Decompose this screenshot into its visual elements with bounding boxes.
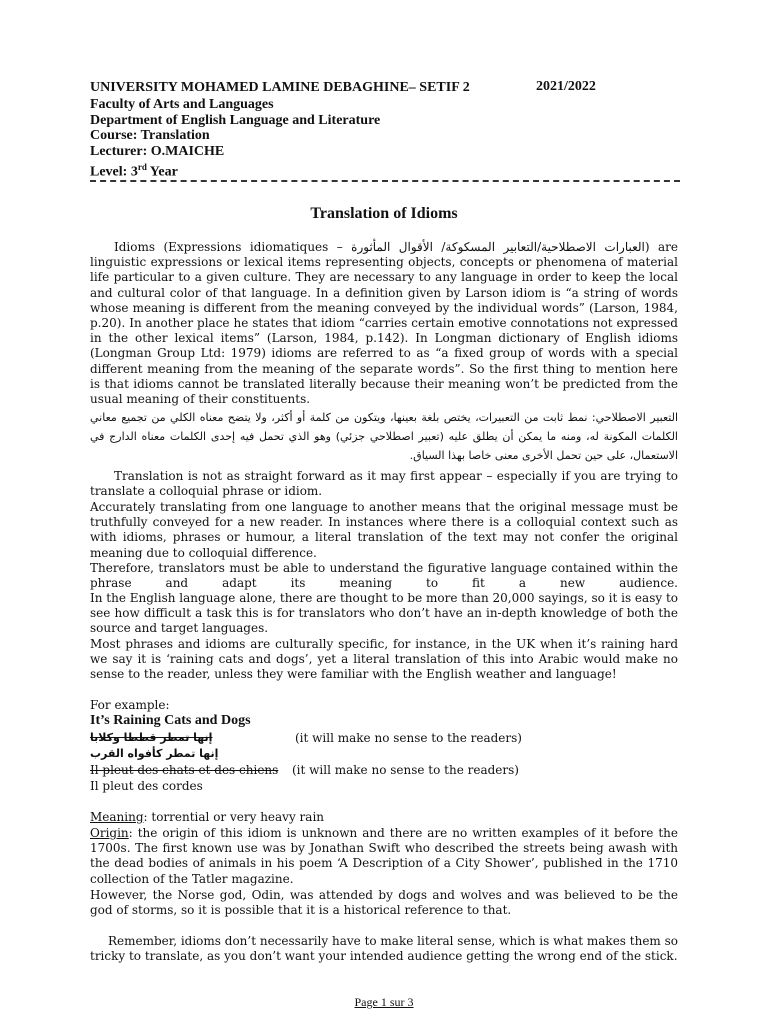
course: Course: Translation [90, 128, 210, 143]
meaning-text: : torrential or very heavy rain [143, 810, 325, 824]
origin-label: Origin [90, 826, 129, 840]
paragraph-idioms-definition: Idioms (Expressions idiomatiques – العبارات الاصطلاحية/التعابير المسكوكة/ الأقوال المأثورة) are linguistic expressions or lexical items representing objects, concepts or phenomena of material life particular to a given culture. They are necessary to any language in order to keep the local and cultural color of that language. In a definition given by Larson idiom is “a string of words whose meaning is different from the meaning conveyed by the individual words” (Larson, 1984, p.20). In another place he states that idiom “carries certain emotive connotations not expressed in the other lexical items” (Larson, 1984, p.142). In Longman dictionary of English idioms (Longman Group Ltd: 1979) idioms are referred to as “a fixed group of words with a special different meaning from the meaning of the separate words”. So the first thing to mention here is that idioms cannot be translated literally because their meaning won’t be predicted from the usual meaning of their constituents. [90, 240, 678, 407]
paragraph-norse-god: However, the Norse god, Odin, was attended by dogs and wolves and was believed to be the god of storms, so it is possible that it is a historical reference to that. [90, 888, 678, 918]
department: Department of English Language and Literature [90, 113, 381, 128]
example-idiom: It’s Raining Cats and Dogs [90, 713, 251, 728]
paragraph-english-sayings: In the English language alone, there are thought to be more than 20,000 sayings, so it is easy to see how difficult a task this is for translators who don’t have an in-depth knowledge of both the source and target languages. [90, 591, 678, 636]
example-arabic-equivalent: إنها تمطر كأفواه القرب [90, 747, 219, 760]
for-example-label: For example: [90, 698, 170, 712]
paragraph-arabic: التعبير الاصطلاحي: نمط ثابت من التعبيرات، يختص بلغة بعينها، ويتكون من كلمة أو أكثر، ولا يتضح معناه الكلي من تجميع معاني الكلمات المكونة له، ومنه ما يمكن أن يطلق عليه (تعبير اصطلاحي جزئي) وهو الذي تحمل فيه إحدى الكلمات معناه الدارج في الاستعمال، على حين تحمل الأخرى معنى خاصا بهذا السياق. [90, 411, 678, 462]
paragraph-remember: Remember, idioms don’t necessarily have to make literal sense, which is what makes them so tricky to translate, as you don’t want your intended audience getting the wrong end of the stick. [90, 934, 678, 964]
paragraph-culturally-specific: Most phrases and idioms are culturally specific, for instance, in the UK when it’s raining hard we say it is ‘raining cats and dogs’, yet a literal translation of this into Arabic would make no sense to the reader, unless they were familiar with the English weather and language! [90, 637, 678, 682]
origin-text: : the origin of this idiom is unknown and there are no written examples of it before the 1700s. The first known use was by Jonathan Swift who described the streets being awash with the dead bodies of animals in his poem ‘A Description of a City Shower’, published in the 1710 collection of the Tatler magazine. [90, 826, 678, 886]
page-title: Translation of Idioms [310, 205, 458, 222]
dashed-divider [90, 180, 680, 182]
level [90, 159, 178, 181]
example-note-french: (it will make no sense to the readers) [292, 763, 519, 777]
faculty: Faculty of Arts and Languages [90, 97, 274, 112]
example-french-equivalent: Il pleut des cordes [90, 779, 203, 793]
level-suffix: Year [146, 164, 178, 180]
page-number: Page 1 sur 3 [354, 995, 414, 1009]
academic-year: 2021/2022 [536, 79, 596, 94]
paragraph-therefore: Therefore, translators must be able to understand the figurative language contained within the phrase and adapt its meaning to fit a new audience. [90, 561, 678, 591]
origin-paragraph [90, 826, 678, 887]
lecturer: Lecturer: O.MAICHE [90, 144, 225, 159]
level-sup: rd [137, 162, 147, 172]
example-french-literal: Il pleut des chats et des chiens [90, 763, 279, 777]
paragraph-translation-not-straightforward: Translation is not as straight forward as it may first appear – especially if you are trying to translate a colloquial phrase or idiom. [90, 469, 678, 499]
meaning-label: Meaning [90, 810, 144, 824]
level-prefix: Level: 3 [90, 164, 138, 180]
example-note-arabic: (it will make no sense to the readers) [295, 731, 522, 745]
meaning-line [90, 810, 678, 825]
university-name: UNIVERSITY MOHAMED LAMINE DEBAGHINE– SETIF 2 [90, 80, 470, 95]
paragraph-accurately-translating: Accurately translating from one language to another means that the original message must be truthfully conveyed for a new reader. In instances where there is a colloquial context such as with idioms, phrases or humour, a literal translation of the text may not confer the original meaning due to colloquial difference. [90, 500, 678, 560]
example-arabic-literal: إنها تمطر قططا وكلابا [90, 731, 213, 744]
